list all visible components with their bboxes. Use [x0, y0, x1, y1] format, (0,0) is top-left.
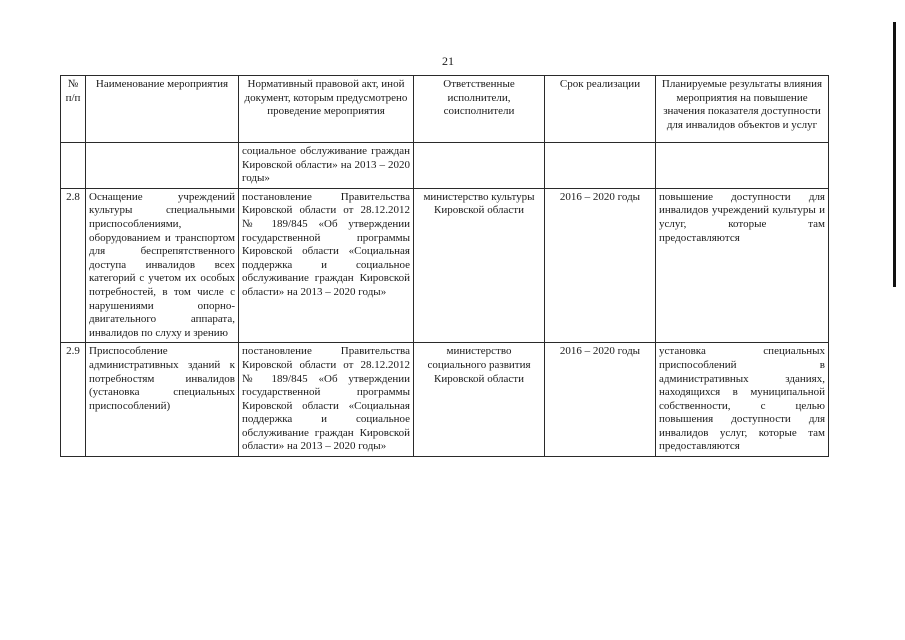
cell-period: 2016 – 2020 годы	[545, 343, 656, 457]
table-row	[61, 343, 829, 457]
header-number: № п/п	[61, 76, 86, 143]
cell-executors: министерство социального развития Кировской области	[414, 343, 545, 457]
cell-number	[61, 143, 86, 189]
measures-table	[60, 75, 829, 457]
header-name: Наименование мероприятия	[86, 76, 239, 143]
page-number: 21	[442, 54, 454, 68]
table-header-row	[61, 76, 829, 143]
cell-document: постановление Правительства Кировской области от 28.12.2012 № 189/845 «Об утверждении государственной программы Кировской области «Социальная поддержка и социальное обслуживание граждан Кировской области» на 2013 – 2020 годы»	[239, 343, 414, 457]
cell-document: постановление Правительства Кировской области от 28.12.2012 № 189/845 «Об утверждении государственной программы Кировской области «Социальная поддержка и социальное обслуживание граждан Кировской области» на 2013 – 2020 годы»	[239, 188, 414, 343]
scan-edge-bar	[893, 22, 896, 287]
cell-executors	[414, 143, 545, 189]
cell-name	[86, 143, 239, 189]
header-document: Нормативный правовой акт, иной документ, которым предусмотрено проведение мероприятия	[239, 76, 414, 143]
cell-results	[656, 143, 829, 189]
cell-period	[545, 143, 656, 189]
table-row	[61, 188, 829, 343]
header-results: Планируемые результаты влияния мероприятия на повышение значения показателя доступности для инвалидов объектов и услуг	[656, 76, 829, 143]
header-period: Срок реализации	[545, 76, 656, 143]
table-row	[61, 143, 829, 189]
header-executors: Ответственные исполнители, соисполнители	[414, 76, 545, 143]
cell-results: повышение доступности для инвалидов учреждений культуры и услуг, которые там предоставляются	[656, 188, 829, 343]
cell-number: 2.9	[61, 343, 86, 457]
cell-name: Оснащение учреждений культуры специальными приспособлениями, оборудованием и транспортом для беспрепятственного доступа инвалидов всех категорий с учетом их особых потребностей, в том числе с нарушениями опорно-двигательного аппарата, инвалидов по слуху и зрению	[86, 188, 239, 343]
cell-executors: министерство культуры Кировской области	[414, 188, 545, 343]
cell-period: 2016 – 2020 годы	[545, 188, 656, 343]
cell-number: 2.8	[61, 188, 86, 343]
cell-name: Приспособление административных зданий к потребностям инвалидов (установка специальных приспособлений)	[86, 343, 239, 457]
cell-document: социальное обслуживание граждан Кировской области» на 2013 – 2020 годы»	[239, 143, 414, 189]
cell-results: установка специальных приспособлений в административных зданиях, находящихся в муниципальной собственности, с целью повышения доступности для инвалидов услуг, которые там предоставляются	[656, 343, 829, 457]
